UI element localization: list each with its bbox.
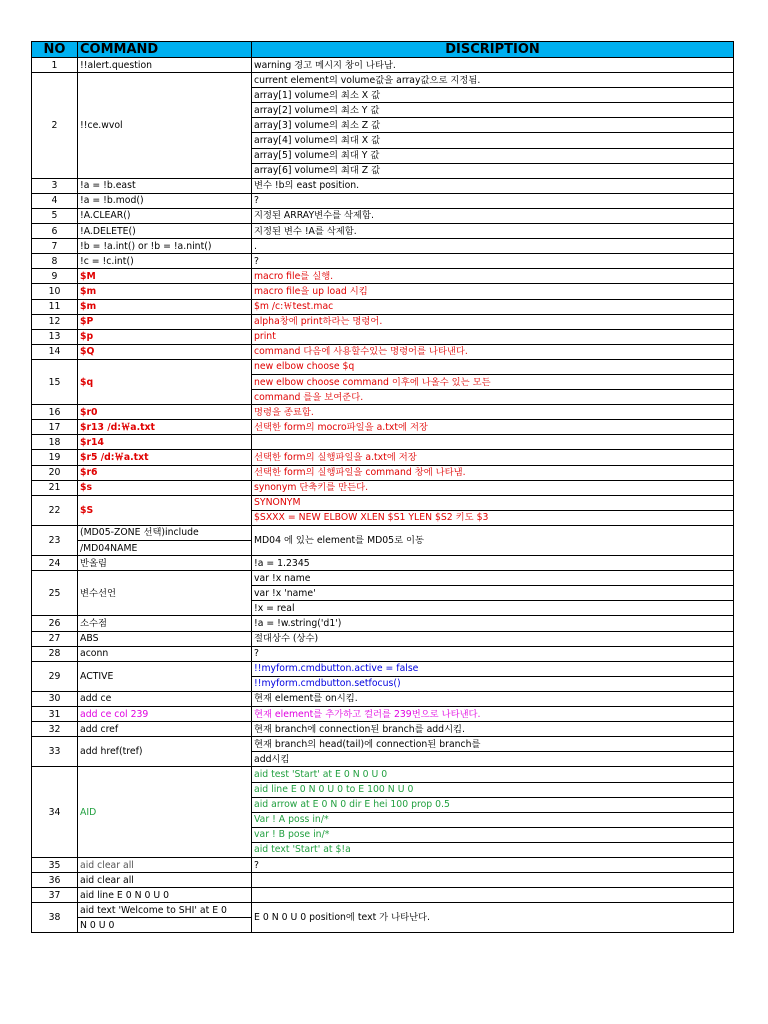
command-cell: $q xyxy=(78,359,252,404)
table-row xyxy=(32,314,734,329)
table-row xyxy=(32,254,734,269)
row-number: 14 xyxy=(32,344,78,359)
description-cell: macro file를 실행. xyxy=(252,269,734,284)
description-cell: array[1] volume의 최소 X 값 xyxy=(252,88,734,103)
row-number: 15 xyxy=(32,359,78,404)
description-cell: aid line E 0 N 0 U 0 to E 100 N U 0 xyxy=(252,782,734,797)
row-number: 20 xyxy=(32,465,78,480)
table-row xyxy=(32,58,734,73)
description-cell: aid test 'Start' at E 0 N 0 U 0 xyxy=(252,767,734,782)
command-cell: add ce xyxy=(78,691,252,706)
row-number: 21 xyxy=(32,480,78,495)
table-row xyxy=(32,888,734,903)
row-number: 37 xyxy=(32,888,78,903)
command-cell: aid line E 0 N 0 U 0 xyxy=(78,888,252,903)
command-cell: 반올림 xyxy=(78,556,252,571)
row-number: 8 xyxy=(32,254,78,269)
description-cell: 선택한 form의 실행파일을 a.txt에 저장 xyxy=(252,450,734,465)
description-cell: array[3] volume의 최소 Z 값 xyxy=(252,118,734,133)
description-cell: var !x 'name' xyxy=(252,586,734,601)
description-cell: var ! B pose in/* xyxy=(252,827,734,842)
row-number: 3 xyxy=(32,178,78,193)
header-description: DISCRIPTION xyxy=(252,42,734,58)
row-number: 34 xyxy=(32,767,78,858)
table-row xyxy=(32,691,734,706)
row-number: 12 xyxy=(32,314,78,329)
description-cell: !x = real xyxy=(252,601,734,616)
table-row xyxy=(32,737,734,752)
table-row xyxy=(32,329,734,344)
command-cell: $Q xyxy=(78,344,252,359)
description-cell: 지정된 ARRAY변수를 삭제함. xyxy=(252,208,734,223)
description-cell: ? xyxy=(252,646,734,661)
description-cell: aid arrow at E 0 N 0 dir E hei 100 prop 0.5 xyxy=(252,797,734,812)
command-cell: $M xyxy=(78,269,252,284)
row-number: 18 xyxy=(32,435,78,450)
table-row xyxy=(32,193,734,208)
table-row xyxy=(32,224,734,239)
table-row xyxy=(32,661,734,676)
row-number: 33 xyxy=(32,737,78,767)
row-number: 9 xyxy=(32,269,78,284)
command-cell: $r13 /d:￦a.txt xyxy=(78,420,252,435)
table-row xyxy=(32,571,734,586)
table-row xyxy=(32,344,734,359)
row-number: 23 xyxy=(32,525,78,555)
description-cell: synonym 단축키를 만든다. xyxy=(252,480,734,495)
row-number: 32 xyxy=(32,722,78,737)
description-cell: var !x name xyxy=(252,571,734,586)
table-row xyxy=(32,420,734,435)
table-row xyxy=(32,269,734,284)
header-row xyxy=(32,42,734,58)
command-cell: !A.DELETE() xyxy=(78,224,252,239)
description-cell: $SXXX = NEW ELBOW XLEN $S1 YLEN $S2 키도 $3 xyxy=(252,510,734,525)
table-row xyxy=(32,556,734,571)
table-row xyxy=(32,903,734,918)
command-cell: $m xyxy=(78,299,252,314)
table-row xyxy=(32,435,734,450)
description-cell: array[2] volume의 최소 Y 값 xyxy=(252,103,734,118)
description-cell: 절대상수 (상수) xyxy=(252,631,734,646)
command-cell: !a = !b.east xyxy=(78,178,252,193)
table-row xyxy=(32,767,734,782)
description-cell: print xyxy=(252,329,734,344)
row-number: 19 xyxy=(32,450,78,465)
table-row xyxy=(32,495,734,510)
description-cell xyxy=(252,888,734,903)
table-row xyxy=(32,873,734,888)
table-row xyxy=(32,284,734,299)
description-cell: warning 경고 메시지 창이 나타남. xyxy=(252,58,734,73)
description-cell: !!myform.cmdbutton.setfocus() xyxy=(252,676,734,691)
table-row xyxy=(32,465,734,480)
description-cell: 현재 element를 on시킴. xyxy=(252,691,734,706)
command-cell: aid clear all xyxy=(78,873,252,888)
table-row xyxy=(32,359,734,374)
table-row xyxy=(32,239,734,254)
command-cell-continued: N 0 U 0 xyxy=(78,918,252,933)
row-number: 31 xyxy=(32,707,78,722)
row-number: 5 xyxy=(32,208,78,223)
command-cell: 변수선언 xyxy=(78,571,252,616)
description-cell: $m /c:￦test.mac xyxy=(252,299,734,314)
command-cell: $r14 xyxy=(78,435,252,450)
command-cell: add href(tref) xyxy=(78,737,252,767)
command-cell: !a = !b.mod() xyxy=(78,193,252,208)
table-row xyxy=(32,299,734,314)
table-row xyxy=(32,707,734,722)
command-cell: 소수점 xyxy=(78,616,252,631)
command-cell: !b = !a.int() or !b = !a.nint() xyxy=(78,239,252,254)
description-cell xyxy=(252,435,734,450)
command-cell: $r5 /d:￦a.txt xyxy=(78,450,252,465)
row-number: 36 xyxy=(32,873,78,888)
command-cell: $p xyxy=(78,329,252,344)
table-row xyxy=(32,208,734,223)
description-cell: macro file을 up load 시킴 xyxy=(252,284,734,299)
description-cell: !a = 1.2345 xyxy=(252,556,734,571)
description-cell: . xyxy=(252,239,734,254)
table-row xyxy=(32,450,734,465)
command-table xyxy=(31,41,734,933)
command-cell: aid clear all xyxy=(78,857,252,872)
description-cell: aid text 'Start' at $!a xyxy=(252,842,734,857)
description-cell: 선택한 form의 mocro파일을 a.txt에 저장 xyxy=(252,420,734,435)
description-cell: ? xyxy=(252,254,734,269)
description-cell: ? xyxy=(252,857,734,872)
row-number: 4 xyxy=(32,193,78,208)
description-cell: 현재 element를 추가하고 컬러를 239번으로 나타낸다. xyxy=(252,707,734,722)
command-cell: add cref xyxy=(78,722,252,737)
description-cell: 선택한 form의 실행파일을 command 창에 나타냄. xyxy=(252,465,734,480)
command-cell: !c = !c.int() xyxy=(78,254,252,269)
row-number: 35 xyxy=(32,857,78,872)
description-cell: 명령을 종료함. xyxy=(252,405,734,420)
command-cell: AID xyxy=(78,767,252,858)
description-cell: new elbow choose $q xyxy=(252,359,734,374)
command-cell: $s xyxy=(78,480,252,495)
table-row xyxy=(32,480,734,495)
description-cell: !!myform.cmdbutton.active = false xyxy=(252,661,734,676)
description-cell: Var ! A poss in/* xyxy=(252,812,734,827)
description-cell: SYNONYM xyxy=(252,495,734,510)
row-number: 17 xyxy=(32,420,78,435)
command-cell: $S xyxy=(78,495,252,525)
description-cell: command 다음에 사용할수있는 명령어를 나타낸다. xyxy=(252,344,734,359)
description-cell: MD04 에 있는 element를 MD05로 이동 xyxy=(252,525,734,555)
row-number: 11 xyxy=(32,299,78,314)
command-cell: ACTIVE xyxy=(78,661,252,691)
command-cell: $m xyxy=(78,284,252,299)
description-cell: add시킴 xyxy=(252,752,734,767)
description-cell: E 0 N 0 U 0 position에 text 가 나타난다. xyxy=(252,903,734,933)
description-cell: array[4] volume의 최대 X 값 xyxy=(252,133,734,148)
table-row xyxy=(32,646,734,661)
command-cell: (MD05-ZONE 선택)include xyxy=(78,525,252,540)
row-number: 28 xyxy=(32,646,78,661)
description-cell: 지정된 변수 !A를 삭제함. xyxy=(252,224,734,239)
row-number: 25 xyxy=(32,571,78,616)
table-row xyxy=(32,857,734,872)
table-row xyxy=(32,405,734,420)
row-number: 16 xyxy=(32,405,78,420)
row-number: 6 xyxy=(32,224,78,239)
row-number: 1 xyxy=(32,58,78,73)
row-number: 30 xyxy=(32,691,78,706)
row-number: 26 xyxy=(32,616,78,631)
command-cell: $r0 xyxy=(78,405,252,420)
table-row xyxy=(32,525,734,540)
description-cell: command 를을 보여준다. xyxy=(252,390,734,405)
command-cell: !!ce.wvol xyxy=(78,73,252,179)
table-row xyxy=(32,616,734,631)
header-no: NO xyxy=(32,42,78,58)
description-cell: new elbow choose command 이후에 나올수 있는 모든 xyxy=(252,374,734,389)
description-cell: !a = !w.string('d1') xyxy=(252,616,734,631)
command-cell: !A.CLEAR() xyxy=(78,208,252,223)
description-cell: 변수 !b의 east position. xyxy=(252,178,734,193)
row-number: 7 xyxy=(32,239,78,254)
row-number: 2 xyxy=(32,73,78,179)
command-cell: aconn xyxy=(78,646,252,661)
row-number: 29 xyxy=(32,661,78,691)
row-number: 22 xyxy=(32,495,78,525)
row-number: 27 xyxy=(32,631,78,646)
row-number: 13 xyxy=(32,329,78,344)
description-cell: 현재 branch의 head(tail)에 connection된 branch를 xyxy=(252,737,734,752)
command-cell: ABS xyxy=(78,631,252,646)
command-cell: aid text 'Welcome to SHI' at E 0 xyxy=(78,903,252,918)
command-cell: $P xyxy=(78,314,252,329)
command-cell: add ce col 239 xyxy=(78,707,252,722)
description-cell: 현재 branch에 connection된 branch를 add시킴. xyxy=(252,722,734,737)
description-cell xyxy=(252,873,734,888)
row-number: 24 xyxy=(32,556,78,571)
table-row xyxy=(32,722,734,737)
command-cell: !!alert.question xyxy=(78,58,252,73)
description-cell: array[5] volume의 최대 Y 값 xyxy=(252,148,734,163)
row-number: 10 xyxy=(32,284,78,299)
command-cell: $r6 xyxy=(78,465,252,480)
description-cell: current element의 volume값을 array값으로 지정됨. xyxy=(252,73,734,88)
description-cell: array[6] volume의 최대 Z 값 xyxy=(252,163,734,178)
table-row xyxy=(32,178,734,193)
command-cell-continued: /MD04NAME xyxy=(78,541,252,556)
header-command: COMMAND xyxy=(78,42,252,58)
description-cell: alpha창에 print하라는 명령어. xyxy=(252,314,734,329)
table-row xyxy=(32,631,734,646)
description-cell: ? xyxy=(252,193,734,208)
table-row xyxy=(32,73,734,88)
row-number: 38 xyxy=(32,903,78,933)
